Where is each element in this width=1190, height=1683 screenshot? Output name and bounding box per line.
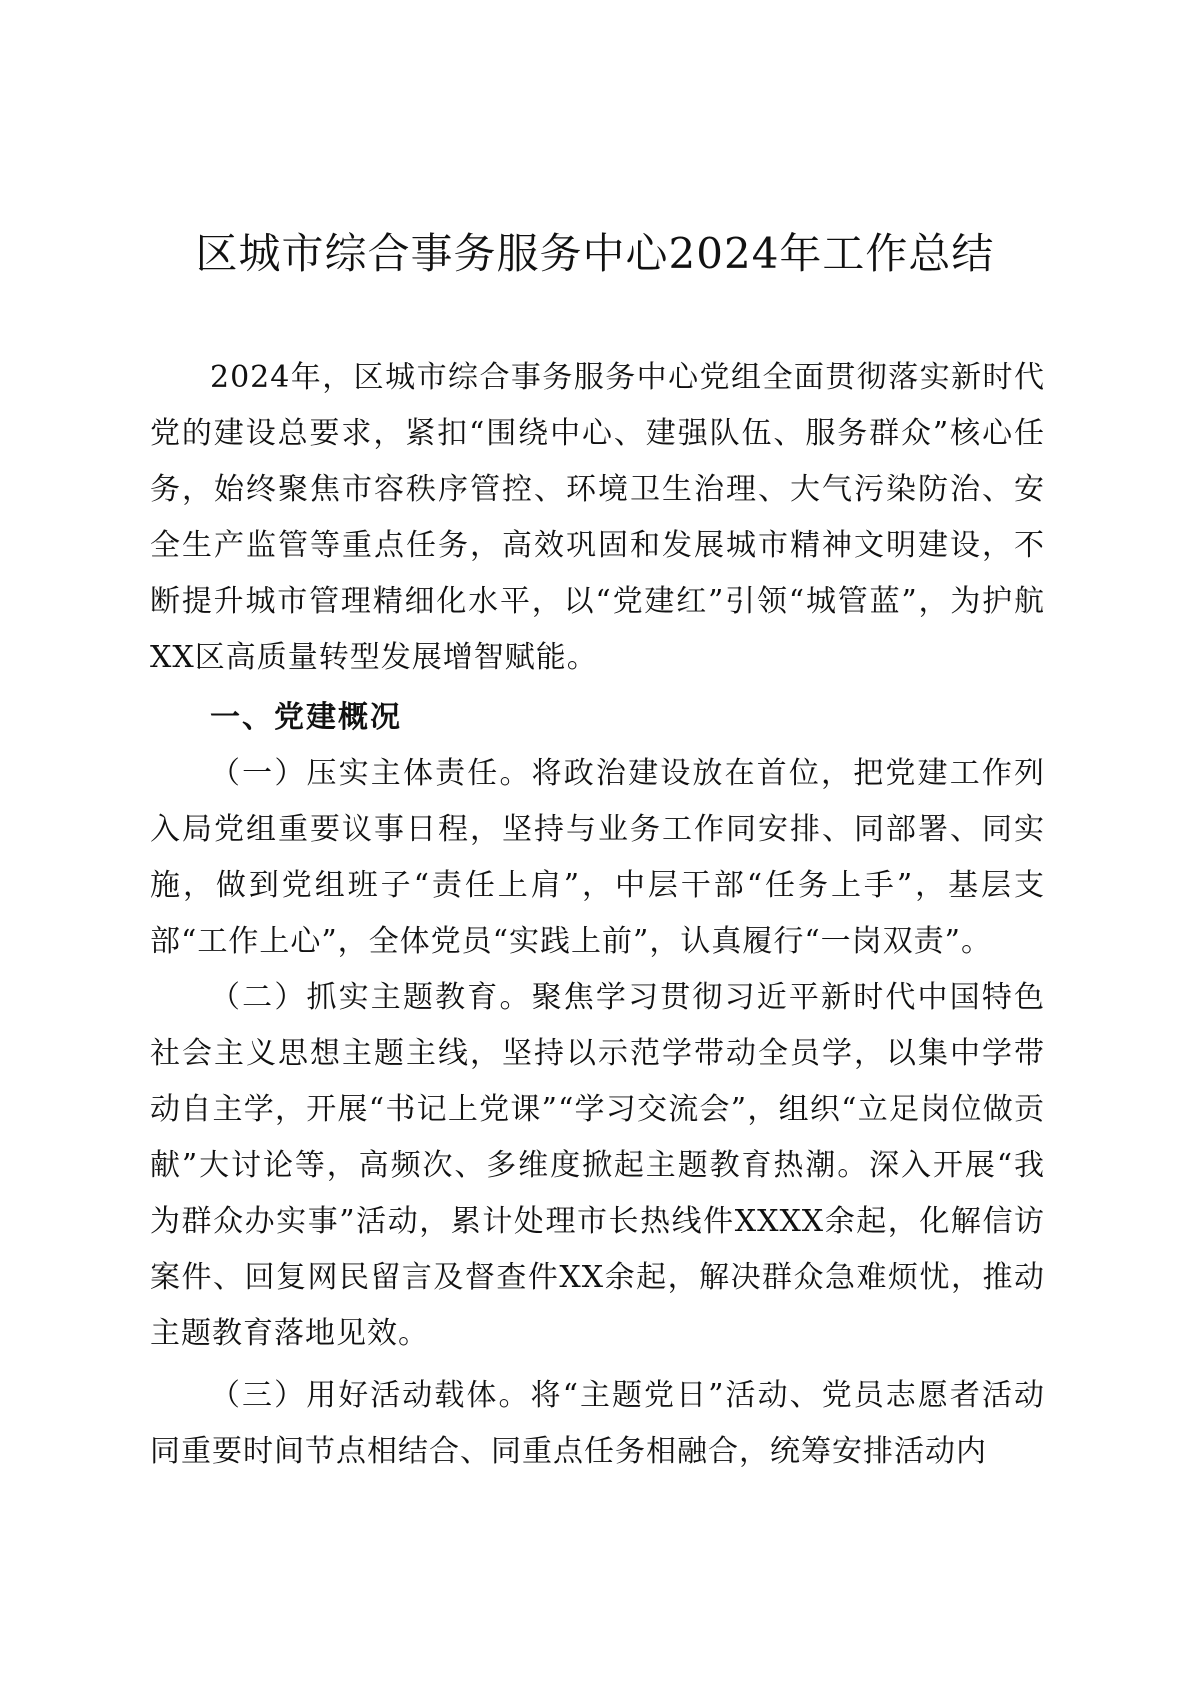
paragraph-item-1 bbox=[150, 746, 1045, 970]
item-2-text: 聚焦学习贯彻习近平新时代中国特色社会主义思想主题主线，坚持以示范学带动全员学，以集中学带动自主学，开展“书记上党课”“学习交流会”，组织“立足岗位做贡献”大讨论等，高频次、多维度掀起主题教育热潮。深入开展“我为群众办实事”活动，累计处理市长热线件XXXX余起，化解信访案件、回复网民留言及督查件XX余起，解决群众急难烦忧，推动主题教育落地见效。 bbox=[150, 980, 1046, 1351]
item-1-lead: （一）压实主体责任。 bbox=[210, 756, 532, 791]
item-2-lead: （二）抓实主题教育。 bbox=[210, 980, 532, 1015]
item-1-text: 将政治建设放在首位，把党建工作列入局党组重要议事日程，坚持与业务工作同安排、同部署、同实施，做到党组班子“责任上肩”，中层干部“任务上手”，基层支部“工作上心”，全体党员“实践上前”，认真履行“一岗双责”。 bbox=[150, 756, 1046, 959]
intro-paragraph: 2024年，区城市综合事务服务中心党组全面贯彻落实新时代党的建设总要求，紧扣“围绕中心、建强队伍、服务群众”核心任务，始终聚焦市容秩序管控、环境卫生治理、大气污染防治、安全生产监管等重点任务，高效巩固和发展城市精神文明建设，不断提升城市管理精细化水平，以“党建红”引领“城管蓝”，为护航XX区高质量转型发展增智赋能。 bbox=[150, 360, 1045, 675]
item-3-text: 将“主题党日”活动、党员志愿者活动同重要时间节点相结合、同重点任务相融合，统筹安排活动内 bbox=[150, 1378, 1045, 1469]
paragraph-item-3 bbox=[150, 1368, 1045, 1480]
document-title: 区城市综合事务服务中心2024年工作总结 bbox=[195, 229, 995, 278]
paragraph-item-2 bbox=[150, 970, 1045, 1362]
section-heading-party-building: 一、党建概况 bbox=[210, 700, 402, 735]
item-3-lead: （三）用好活动载体。 bbox=[210, 1378, 531, 1413]
document-body bbox=[150, 350, 1045, 1480]
